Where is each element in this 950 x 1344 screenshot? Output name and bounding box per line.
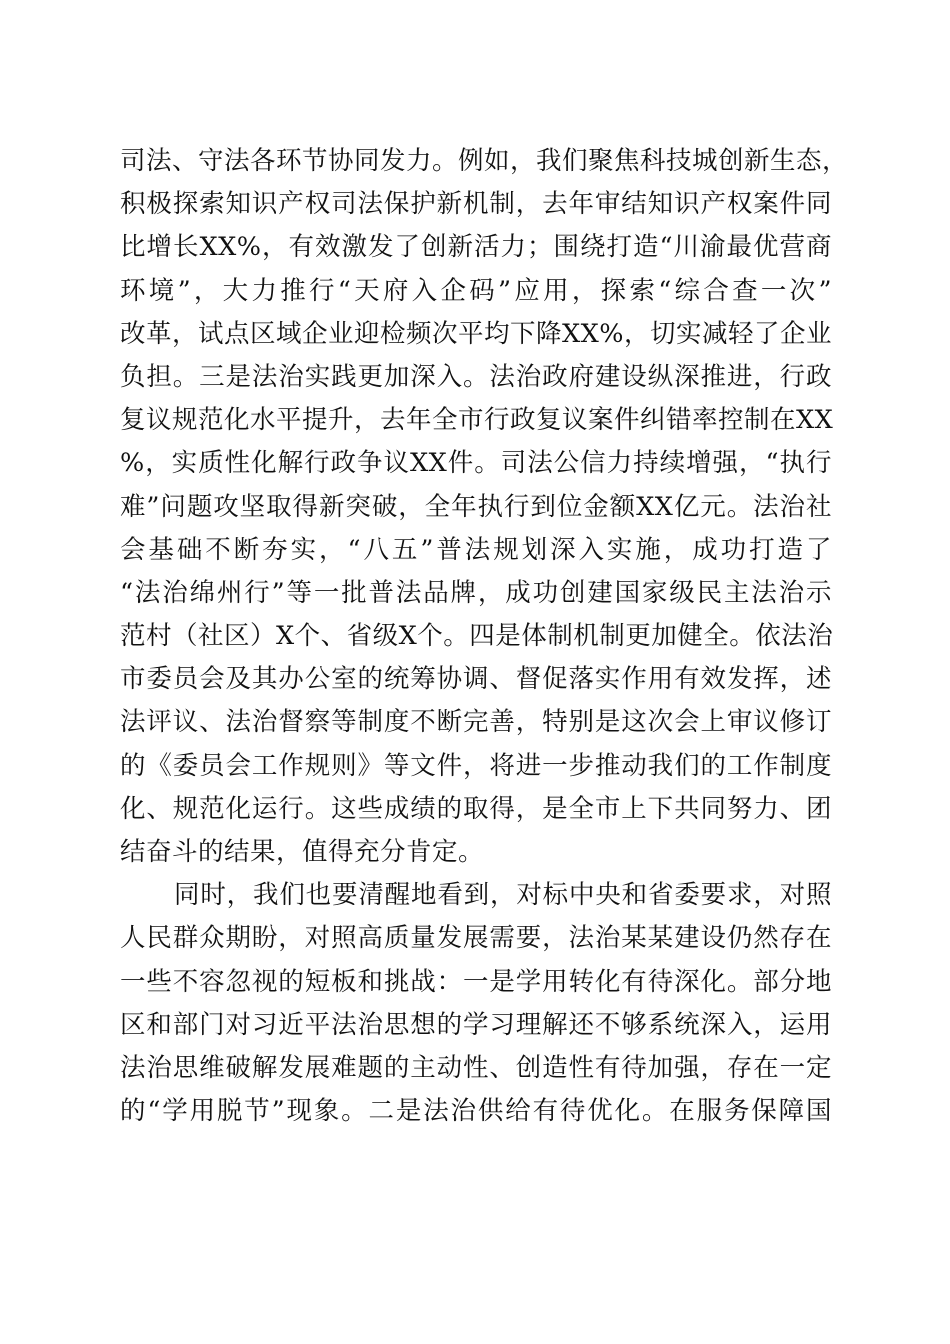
text-line: 化、规范化运行。这些成绩的取得，是全市上下共同努力、团	[120, 793, 832, 824]
paragraph-1	[120, 140, 849, 874]
text-line: 法评议、法治督察等制度不断完善，特别是这次会上审议修订	[120, 707, 832, 738]
text-line: 比增长XX%，有效激发了创新活力；围绕打造“川渝最优营商	[120, 232, 832, 263]
text-line: 环境”，大力推行“天府入企码”应用，探索“综合查一次”	[120, 275, 832, 306]
text-line: %，实质性化解行政争议XX件。司法公信力持续增强，“执行	[120, 448, 832, 479]
text-line: 人民群众期盼，对照高质量发展需要，法治某某建设仍然存在	[120, 923, 832, 954]
text-line: 范村（社区）X个、省级X个。四是体制机制更加健全。依法治	[120, 621, 834, 652]
text-line: 积极探索知识产权司法保护新机制，去年审结知识产权案件同	[120, 189, 832, 220]
text-line: 的《委员会工作规则》等文件，将进一步推动我们的工作制度	[120, 750, 832, 781]
paragraph-2	[120, 874, 832, 1133]
text-line: 复议规范化水平提升，去年全市行政复议案件纠错率控制在XX	[120, 405, 834, 436]
text-line: 负担。三是法治实践更加深入。法治政府建设纵深推进，行政	[120, 361, 832, 392]
text-line: 的“学用脱节”现象。二是法治供给有待优化。在服务保障国	[120, 1096, 832, 1127]
text-line: 市委员会及其办公室的统筹协调、督促落实作用有效发挥，述	[120, 664, 832, 695]
document-body	[120, 140, 849, 1133]
text-line: 会基础不断夯实，“八五”普法规划深入实施，成功打造了	[120, 534, 832, 565]
text-line: 结奋斗的结果，值得充分肯定。	[120, 837, 485, 867]
text-line: 一些不容忽视的短板和挑战：一是学用转化有待深化。部分地	[120, 966, 832, 997]
text-line: “法治绵州行”等一批普法品牌，成功创建国家级民主法治示	[120, 577, 832, 608]
text-line: 法治思维破解发展难题的主动性、创造性有待加强，存在一定	[120, 1052, 832, 1083]
text-line: 难”问题攻坚取得新突破，全年执行到位金额XX亿元。法治社	[120, 491, 832, 522]
text-line: 改革，试点区域企业迎检频次平均下降XX%，切实减轻了企业	[120, 318, 833, 349]
text-line: 司法、守法各环节协同发力。例如，我们聚焦科技城创新生态，	[120, 146, 849, 176]
text-line: 同时，我们也要清醒地看到，对标中央和省委要求，对照	[174, 880, 832, 911]
text-line: 区和部门对习近平法治思想的学习理解还不够系统深入，运用	[120, 1009, 832, 1040]
